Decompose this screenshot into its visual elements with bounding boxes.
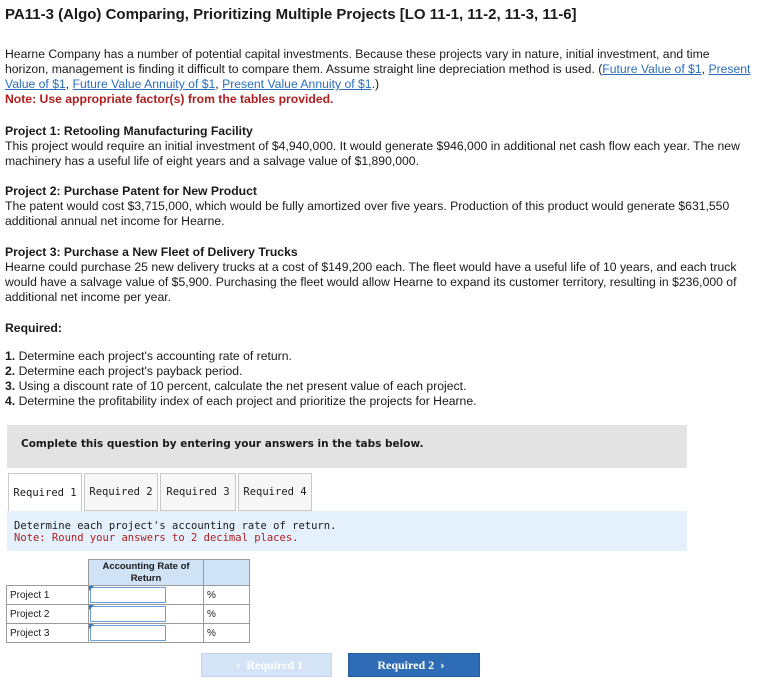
project-text: The patent would cost $3,715,000, which would be fully amortized over five years. Production of this product would generate $631,550 additional annual net income for Hearne. bbox=[5, 199, 730, 228]
project-2 bbox=[5, 184, 755, 229]
arr-input-project-3[interactable] bbox=[90, 625, 166, 641]
requirement-item bbox=[5, 379, 755, 394]
requirement-number: 1. bbox=[5, 349, 16, 363]
arr-input-project-1[interactable] bbox=[90, 587, 166, 603]
prev-button[interactable] bbox=[201, 653, 332, 677]
arr-input-project-2[interactable] bbox=[90, 606, 166, 622]
answer-cell bbox=[89, 624, 204, 643]
column-header-unit bbox=[204, 560, 250, 586]
requirement-number: 4. bbox=[5, 394, 16, 408]
page-title: PA11-3 (Algo) Comparing, Prioritizing Multiple Projects [LO 11-1, 11-2, 11-3, 11-6] bbox=[5, 6, 577, 23]
table-row bbox=[7, 586, 250, 605]
answer-table bbox=[6, 559, 250, 643]
requirement-text: Using a discount rate of 10 percent, calculate the net present value of each project. bbox=[18, 379, 467, 393]
link-separator: , bbox=[701, 62, 709, 76]
intro-text: Hearne Company has a number of potential capital investments. Because these projects vary in nature, initial investment, and time horizon, management is finding it difficult to compare them. Assume straight line depreciation method is used. ( bbox=[5, 47, 710, 76]
link-future-value[interactable]: Future Value of $1 bbox=[602, 62, 702, 76]
next-button[interactable] bbox=[348, 653, 480, 677]
requirement-item bbox=[5, 394, 755, 409]
project-1 bbox=[5, 124, 755, 169]
column-header: Accounting Rate of Return bbox=[89, 560, 204, 586]
tab-required-4[interactable]: Required 4 bbox=[238, 473, 312, 511]
requirement-text: Determine each project's accounting rate of return. bbox=[18, 349, 292, 363]
row-label: Project 3 bbox=[7, 624, 89, 643]
table-corner bbox=[7, 560, 89, 586]
row-label: Project 2 bbox=[7, 605, 89, 624]
table-row bbox=[7, 605, 250, 624]
link-present-value[interactable]: Present Value of $1 bbox=[5, 62, 751, 91]
tab-instruction: Determine each project's accounting rate of return. bbox=[14, 520, 337, 532]
table-row bbox=[7, 624, 250, 643]
table-header-row bbox=[7, 560, 250, 586]
instruction-text: Complete this question by entering your answers in the tabs below. bbox=[21, 438, 424, 450]
instruction-bar bbox=[7, 425, 687, 468]
tab-instruction-note: Note: Round your answers to 2 decimal places. bbox=[14, 532, 299, 544]
link-separator: , bbox=[215, 77, 223, 91]
requirement-item bbox=[5, 349, 755, 364]
intro-paragraph bbox=[5, 47, 755, 107]
input-flag-icon bbox=[89, 605, 94, 610]
tab-required-1[interactable]: Required 1 bbox=[8, 473, 82, 512]
project-text: Hearne could purchase 25 new delivery trucks at a cost of $149,200 each. The fleet would have a useful life of 10 years, and each truck would have a salvage value of $5,900. Purchasing the fleet would allow Hearne to expand its customer territory, resulting in $236,000 of additional net income per year. bbox=[5, 260, 737, 304]
intro-text-end: .) bbox=[371, 77, 380, 91]
answer-cell bbox=[89, 605, 204, 624]
link-present-value-annuity[interactable]: Present Value Annuity of $1 bbox=[222, 77, 372, 91]
unit-label: % bbox=[204, 624, 250, 643]
link-future-value-annuity[interactable]: Future Value Annuity of $1 bbox=[72, 77, 216, 91]
link-separator: , bbox=[65, 77, 73, 91]
row-label: Project 1 bbox=[7, 586, 89, 605]
requirement-number: 3. bbox=[5, 379, 16, 393]
unit-label: % bbox=[204, 605, 250, 624]
requirement-text: Determine the profitability index of each project and prioritize the projects for Hearne. bbox=[18, 394, 477, 408]
requirement-text: Determine each project's payback period. bbox=[18, 364, 243, 378]
answer-cell bbox=[89, 586, 204, 605]
next-button-label: Required 2 bbox=[377, 657, 435, 672]
requirement-item bbox=[5, 364, 755, 379]
chevron-left-icon: ‹ bbox=[235, 658, 241, 672]
project-text: This project would require an initial investment of $4,940,000. It would generate $946,000 in additional net cash flow each year. The new machinery has a useful life of eight years and a salvage value of $1,890,000. bbox=[5, 139, 740, 168]
project-heading: Project 1: Retooling Manufacturing Facility bbox=[5, 124, 253, 138]
unit-label: % bbox=[204, 586, 250, 605]
tab-required-3[interactable]: Required 3 bbox=[160, 473, 236, 511]
tab-instruction-panel bbox=[7, 511, 687, 551]
required-heading: Required: bbox=[5, 321, 62, 335]
input-flag-icon bbox=[89, 586, 94, 591]
project-heading: Project 2: Purchase Patent for New Product bbox=[5, 184, 257, 198]
intro-note: Note: Use appropriate factor(s) from the tables provided. bbox=[5, 92, 334, 106]
input-flag-icon bbox=[89, 624, 94, 629]
project-3 bbox=[5, 245, 755, 305]
requirements-list bbox=[5, 349, 755, 409]
project-heading: Project 3: Purchase a New Fleet of Delivery Trucks bbox=[5, 245, 298, 259]
requirement-number: 2. bbox=[5, 364, 16, 378]
chevron-right-icon: › bbox=[440, 658, 445, 672]
tab-required-2[interactable]: Required 2 bbox=[84, 473, 158, 511]
prev-button-label: Required 1 bbox=[246, 657, 304, 672]
